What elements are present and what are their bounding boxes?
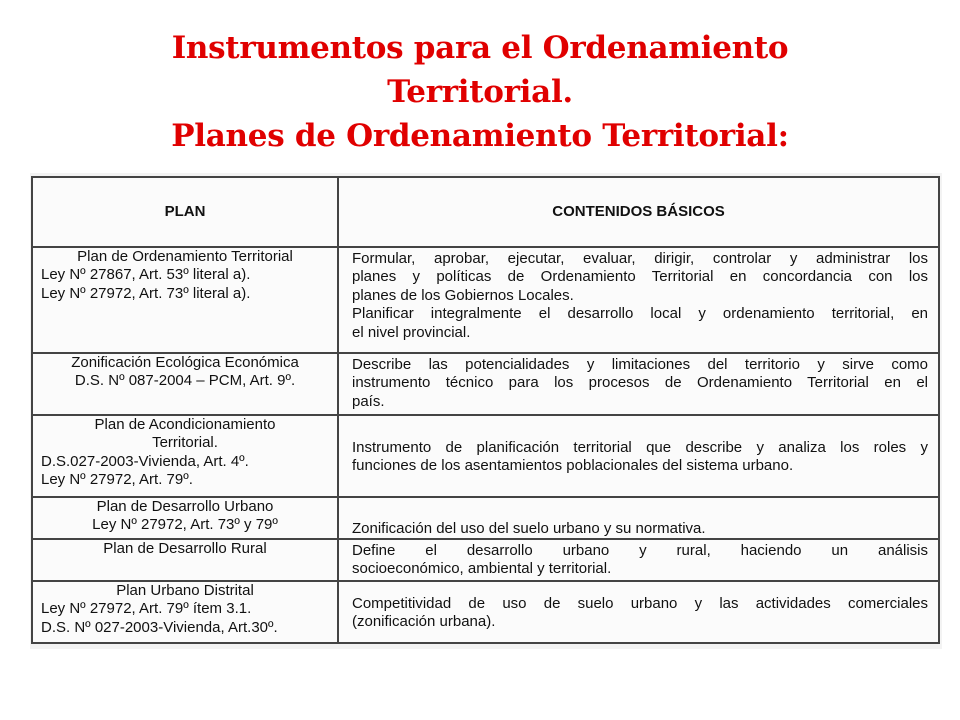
plan-law: D.S. Nº 087-2004 – PCM, Art. 9º. <box>74 372 296 390</box>
title-line-3: Planes de Ordenamiento Territorial: <box>171 118 789 154</box>
header-plan: PLAN <box>32 177 338 247</box>
content-cell <box>338 415 939 497</box>
content-cell <box>338 581 939 643</box>
title-line-2: Territorial. <box>387 74 573 110</box>
plans-table <box>31 176 940 644</box>
content-line: Describe las potencialidades y limitaciones del territorio y sirve como <box>352 356 928 373</box>
content-line: Planificar integralmente el desarrollo local y ordenamiento territorial, en <box>352 305 928 323</box>
plan-law: Ley Nº 27972, Art. 79º. <box>41 471 193 489</box>
plan-cell <box>32 247 338 353</box>
content-cell <box>338 353 939 415</box>
title-line-1: Instrumentos para el Ordenamiento <box>171 30 789 66</box>
plan-cell <box>32 415 338 497</box>
plan-law: Ley Nº 27867, Art. 53º literal a). <box>41 266 251 284</box>
content-line: Define el desarrollo urbano y rural, haciendo un análisis <box>352 542 928 559</box>
content-line: planes de los Gobiernos Locales. <box>352 286 574 304</box>
plan-name: Zonificación Ecológica Económica <box>71 354 299 371</box>
content-line: el nivel provincial. <box>352 323 471 341</box>
table-row <box>32 581 939 643</box>
content-cell <box>338 539 939 581</box>
content-line: planes y políticas de Ordenamiento Territorial en concordancia con los <box>352 268 928 286</box>
content-line: Formular, aprobar, ejecutar, evaluar, dirigir, controlar y administrar los <box>352 250 928 267</box>
plan-law: Ley Nº 27972, Art. 73º y 79º <box>92 516 278 534</box>
plan-name: Plan de Ordenamiento Territorial <box>77 248 293 265</box>
plan-name: Plan de Acondicionamiento <box>94 416 276 433</box>
header-contents: CONTENIDOS BÁSICOS <box>338 177 939 247</box>
content-line: instrumento técnico para los procesos de Ordenamiento Territorial en el <box>352 374 928 392</box>
plan-name: Plan de Desarrollo Urbano <box>96 498 274 515</box>
table-header-row <box>32 177 939 247</box>
content-cell <box>338 497 939 539</box>
table-row <box>32 497 939 539</box>
content-line: país. <box>352 392 385 410</box>
plan-law: Ley Nº 27972, Art. 79º ítem 3.1. <box>41 600 252 618</box>
content-line: socioeconómico, ambiental y territorial. <box>352 560 612 578</box>
plan-law: D.S. Nº 027-2003-Vivienda, Art.30º. <box>41 618 278 636</box>
plan-cell <box>32 581 338 643</box>
content-line: funciones de los asentamientos poblacionales del sistema urbano. <box>352 457 794 474</box>
content-line: (zonificación urbana). <box>352 613 496 630</box>
plan-cell <box>32 353 338 415</box>
content-line: Instrumento de planificación territorial que describe y analiza los roles y <box>352 438 928 456</box>
plan-cell <box>32 539 338 581</box>
content-line: Zonificación del uso del suelo urbano y su normativa. <box>352 519 706 537</box>
plan-name: Plan de Desarrollo Rural <box>103 540 267 557</box>
plan-law: D.S.027-2003-Vivienda, Art. 4º. <box>41 452 249 470</box>
content-line: Competitividad de uso de suelo urbano y las actividades comerciales <box>352 594 928 612</box>
plan-name: Territorial. <box>152 434 218 452</box>
content-cell <box>338 247 939 353</box>
plan-law: Ley Nº 27972, Art. 73º literal a). <box>41 284 251 302</box>
plan-cell <box>32 497 338 539</box>
table-row <box>32 415 939 497</box>
plan-name: Plan Urbano Distrital <box>116 582 254 599</box>
table-row <box>32 247 939 353</box>
table-row <box>32 539 939 581</box>
table-row <box>32 353 939 415</box>
slide-title <box>0 26 960 158</box>
